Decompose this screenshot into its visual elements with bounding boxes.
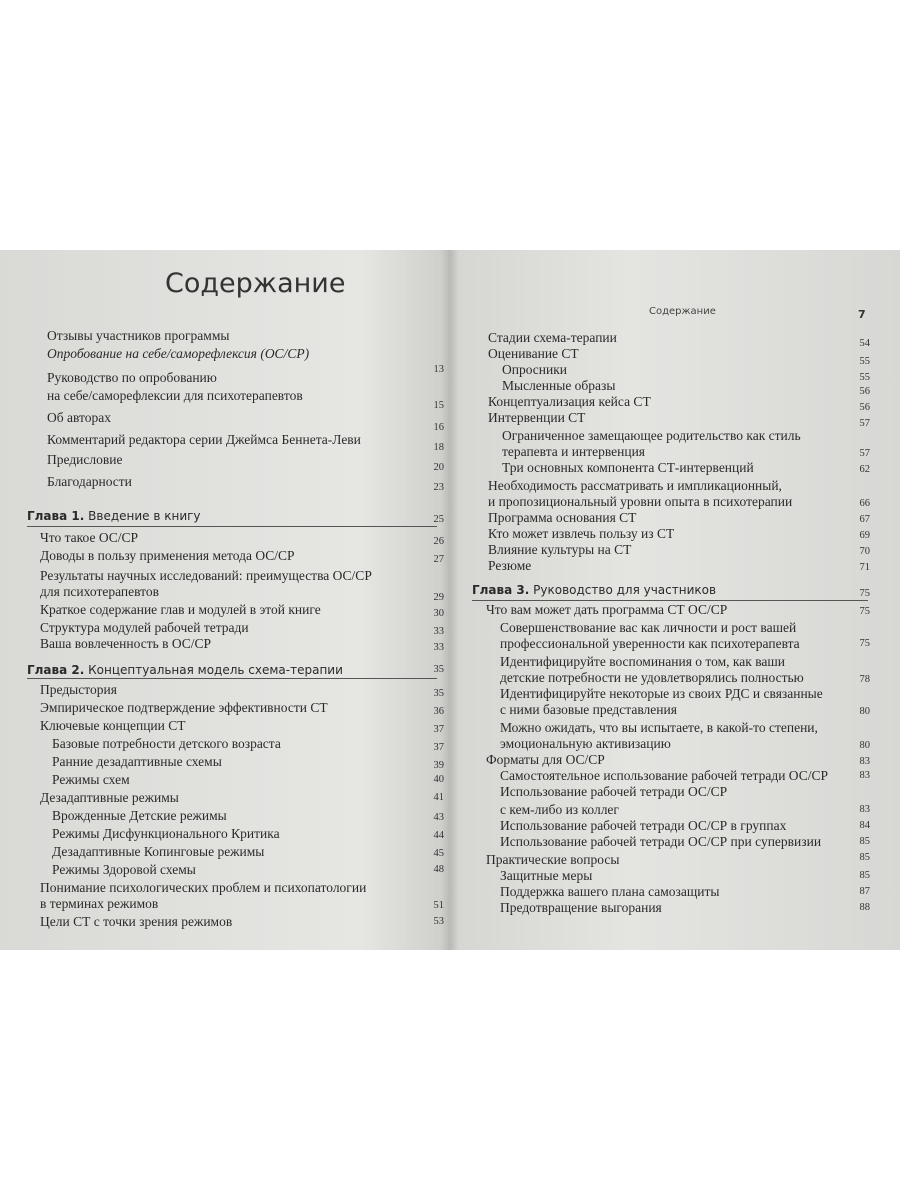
- toc-page-number: 54: [859, 338, 870, 349]
- toc-page-number: 71: [859, 562, 870, 573]
- toc-subentry: терапевта и интервенция: [502, 444, 646, 459]
- toc-subentry: Режимы схем: [52, 772, 130, 787]
- toc-entry: Влияние культуры на СТ: [488, 542, 632, 557]
- toc-subentry: Идентифицируйте некоторые из своих РДС и связанные: [500, 686, 823, 701]
- toc-entry: Опробование на себе/саморефлексия (ОС/СР): [47, 346, 310, 361]
- toc-entry: Необходимость рассматривать и импликационный,: [488, 478, 782, 493]
- toc-page-number: 85: [859, 870, 870, 881]
- toc-page-number: 83: [859, 804, 870, 815]
- toc-subentry: с ними базовые представления: [500, 702, 677, 717]
- toc-subentry: Можно ожидать, что вы испытаете, в какой-то степени,: [500, 720, 818, 735]
- toc-entry: Что такое ОС/СР: [40, 530, 139, 545]
- toc-page-number: 27: [433, 554, 444, 565]
- toc-subentry: Три основных компонента СТ-интервенций: [502, 460, 754, 475]
- toc-subentry: Опросники: [502, 362, 568, 377]
- toc-page-number: 75: [859, 588, 870, 599]
- toc-entry: Кто может извлечь пользу из СТ: [488, 526, 675, 541]
- chapter-rule: [27, 678, 437, 679]
- chapter-heading: [472, 582, 716, 598]
- toc-subentry: Предотвращение выгорания: [500, 900, 662, 915]
- chapter-heading: [27, 508, 201, 524]
- toc-entry: Благодарности: [47, 474, 132, 489]
- toc-subentry: Мысленные образы: [502, 378, 616, 393]
- toc-page-number: 85: [859, 836, 870, 847]
- toc-entry: Резюме: [488, 558, 532, 573]
- toc-page-number: 75: [859, 606, 870, 617]
- toc-page-number: 39: [433, 760, 444, 771]
- toc-entry: Структура модулей рабочей тетради: [40, 620, 249, 635]
- toc-page-number: 26: [433, 536, 444, 547]
- toc-subentry: Режимы Здоровой схемы: [52, 862, 196, 877]
- toc-entry: в терминах режимов: [40, 896, 159, 911]
- toc-subentry: Поддержка вашего плана самозащиты: [500, 884, 720, 899]
- toc-entry: Отзывы участников программы: [47, 328, 230, 343]
- chapter-label: Глава 3.: [472, 583, 530, 597]
- toc-entry: Комментарий редактора серии Джеймса Беннета-Леви: [47, 432, 361, 447]
- toc-subentry: Защитные меры: [500, 868, 593, 883]
- toc-subentry: Совершенствование вас как личности и рост вашей: [500, 620, 797, 635]
- toc-page-number: 35: [433, 688, 444, 699]
- toc-page-number: 29: [433, 592, 444, 603]
- toc-subentry: Использование рабочей тетради ОС/СР: [500, 784, 728, 799]
- toc-page-number: 16: [433, 422, 444, 433]
- chapter-rule: [472, 600, 868, 601]
- toc-page-number: 80: [859, 706, 870, 717]
- book-spread: [0, 250, 900, 950]
- toc-page-number: 83: [859, 756, 870, 767]
- toc-page-number: 20: [433, 462, 444, 473]
- toc-page-number: 87: [859, 886, 870, 897]
- toc-page-number: 18: [433, 442, 444, 453]
- toc-page-number: 62: [859, 464, 870, 475]
- toc-entry: Ваша вовлеченность в ОС/СР: [40, 636, 212, 651]
- toc-page-number: 45: [433, 848, 444, 859]
- chapter-rule: [27, 526, 437, 527]
- toc-page-number: 51: [433, 900, 444, 911]
- toc-page-number: 37: [433, 742, 444, 753]
- toc-page-number: 33: [433, 626, 444, 637]
- toc-entry: Дезадаптивные режимы: [40, 790, 179, 805]
- toc-page-number: 83: [859, 770, 870, 781]
- toc-entry: Цели СТ с точки зрения режимов: [40, 914, 233, 929]
- toc-page-number: 40: [433, 774, 444, 785]
- toc-subentry: Режимы Дисфункционального Критика: [52, 826, 280, 841]
- toc-subentry: Ограниченное замещающее родительство как стиль: [502, 428, 801, 443]
- toc-entry: Об авторах: [47, 410, 111, 425]
- toc-subentry: Врожденные Детские режимы: [52, 808, 227, 823]
- chapter-title: Введение в книгу: [88, 509, 201, 523]
- toc-page-number: 33: [433, 642, 444, 653]
- toc-page-number: 25: [433, 514, 444, 525]
- toc-entry: Форматы для ОС/СР: [486, 752, 605, 767]
- toc-page-number: 30: [433, 608, 444, 619]
- toc-page-number: 67: [859, 514, 870, 525]
- toc-page-number: 75: [859, 638, 870, 649]
- toc-page-number: 57: [859, 418, 870, 429]
- toc-page-number: 55: [859, 356, 870, 367]
- page-number: 7: [858, 308, 866, 321]
- toc-subentry: Идентифицируйте воспоминания о том, как ваши: [500, 654, 786, 669]
- toc-entry: Доводы в пользу применения метода ОС/СР: [40, 548, 295, 563]
- toc-entry: Краткое содержание глав и модулей в этой книге: [40, 602, 321, 617]
- left-page: [0, 250, 448, 950]
- toc-subentry: эмоциональную активизацию: [500, 736, 671, 751]
- toc-subentry: Использование рабочей тетради ОС/СР в группах: [500, 818, 787, 833]
- toc-entry: Стадии схема-терапии: [488, 330, 617, 345]
- toc-subentry: Базовые потребности детского возраста: [52, 736, 281, 751]
- toc-entry: Что вам может дать программа СТ ОС/СР: [486, 602, 728, 617]
- toc-subentry: детские потребности не удовлетворялись полностью: [500, 670, 804, 685]
- toc-subentry: Ранние дезадаптивные схемы: [52, 754, 222, 769]
- toc-page-number: 35: [433, 664, 444, 675]
- toc-page-number: 37: [433, 724, 444, 735]
- toc-page-number: 36: [433, 706, 444, 717]
- toc-page-number: 80: [859, 740, 870, 751]
- toc-subentry: Использование рабочей тетради ОС/СР при супервизии: [500, 834, 822, 849]
- toc-subentry: профессиональной уверенности как психотерапевта: [500, 636, 800, 651]
- toc-page-number: 57: [859, 448, 870, 459]
- toc-page-number: 13: [433, 364, 444, 375]
- toc-entry: Эмпирическое подтверждение эффективности СТ: [40, 700, 328, 715]
- toc-entry: Руководство по опробованию: [47, 370, 217, 385]
- toc-subentry: с кем-либо из коллег: [500, 802, 619, 817]
- toc-page-number: 70: [859, 546, 870, 557]
- toc-entry: на себе/саморефлексии для психотерапевтов: [47, 388, 303, 403]
- chapter-label: Глава 2.: [27, 663, 85, 677]
- chapter-heading: [27, 662, 343, 678]
- toc-page-number: 84: [859, 820, 870, 831]
- toc-page-number: 15: [433, 400, 444, 411]
- toc-page-number: 56: [859, 386, 870, 397]
- chapter-label: Глава 1.: [27, 509, 85, 523]
- toc-entry: и пропозициональный уровни опыта в психотерапии: [488, 494, 793, 509]
- chapter-title: Концептуальная модель схема-терапии: [88, 663, 343, 677]
- chapter-title: Руководство для участников: [533, 583, 717, 597]
- toc-subentry: Дезадаптивные Копинговые режимы: [52, 844, 265, 859]
- toc-entry: Практические вопросы: [486, 852, 620, 867]
- toc-entry: Понимание психологических проблем и психопатологии: [40, 880, 367, 895]
- toc-page-number: 55: [859, 372, 870, 383]
- toc-page-number: 78: [859, 674, 870, 685]
- toc-entry: Предыстория: [40, 682, 117, 697]
- toc-page-number: 66: [859, 498, 870, 509]
- toc-entry: Концептуализация кейса СТ: [488, 394, 651, 409]
- toc-page-number: 41: [433, 792, 444, 803]
- toc-page-number: 85: [859, 852, 870, 863]
- toc-page-number: 23: [433, 482, 444, 493]
- toc-entry: Интервенции СТ: [488, 410, 586, 425]
- toc-entry: Программа основания СТ: [488, 510, 637, 525]
- right-page: [452, 250, 900, 950]
- toc-page-number: 44: [433, 830, 444, 841]
- toc-page-number: 56: [859, 402, 870, 413]
- toc-page-number: 88: [859, 902, 870, 913]
- toc-entry: для психотерапевтов: [40, 584, 159, 599]
- toc-subentry: Самостоятельное использование рабочей тетради ОС/СР: [500, 768, 828, 783]
- toc-entry: Ключевые концепции СТ: [40, 718, 186, 733]
- toc-page-number: 53: [433, 916, 444, 927]
- running-head: Содержание: [649, 306, 716, 317]
- toc-entry: Оценивание СТ: [488, 346, 579, 361]
- toc-entry: Результаты научных исследований: преимущества ОС/СР: [40, 568, 372, 583]
- toc-page-number: 69: [859, 530, 870, 541]
- toc-entry: Предисловие: [47, 452, 123, 467]
- toc-page-number: 48: [433, 864, 444, 875]
- toc-page-number: 43: [433, 812, 444, 823]
- page-title: Содержание: [165, 268, 346, 299]
